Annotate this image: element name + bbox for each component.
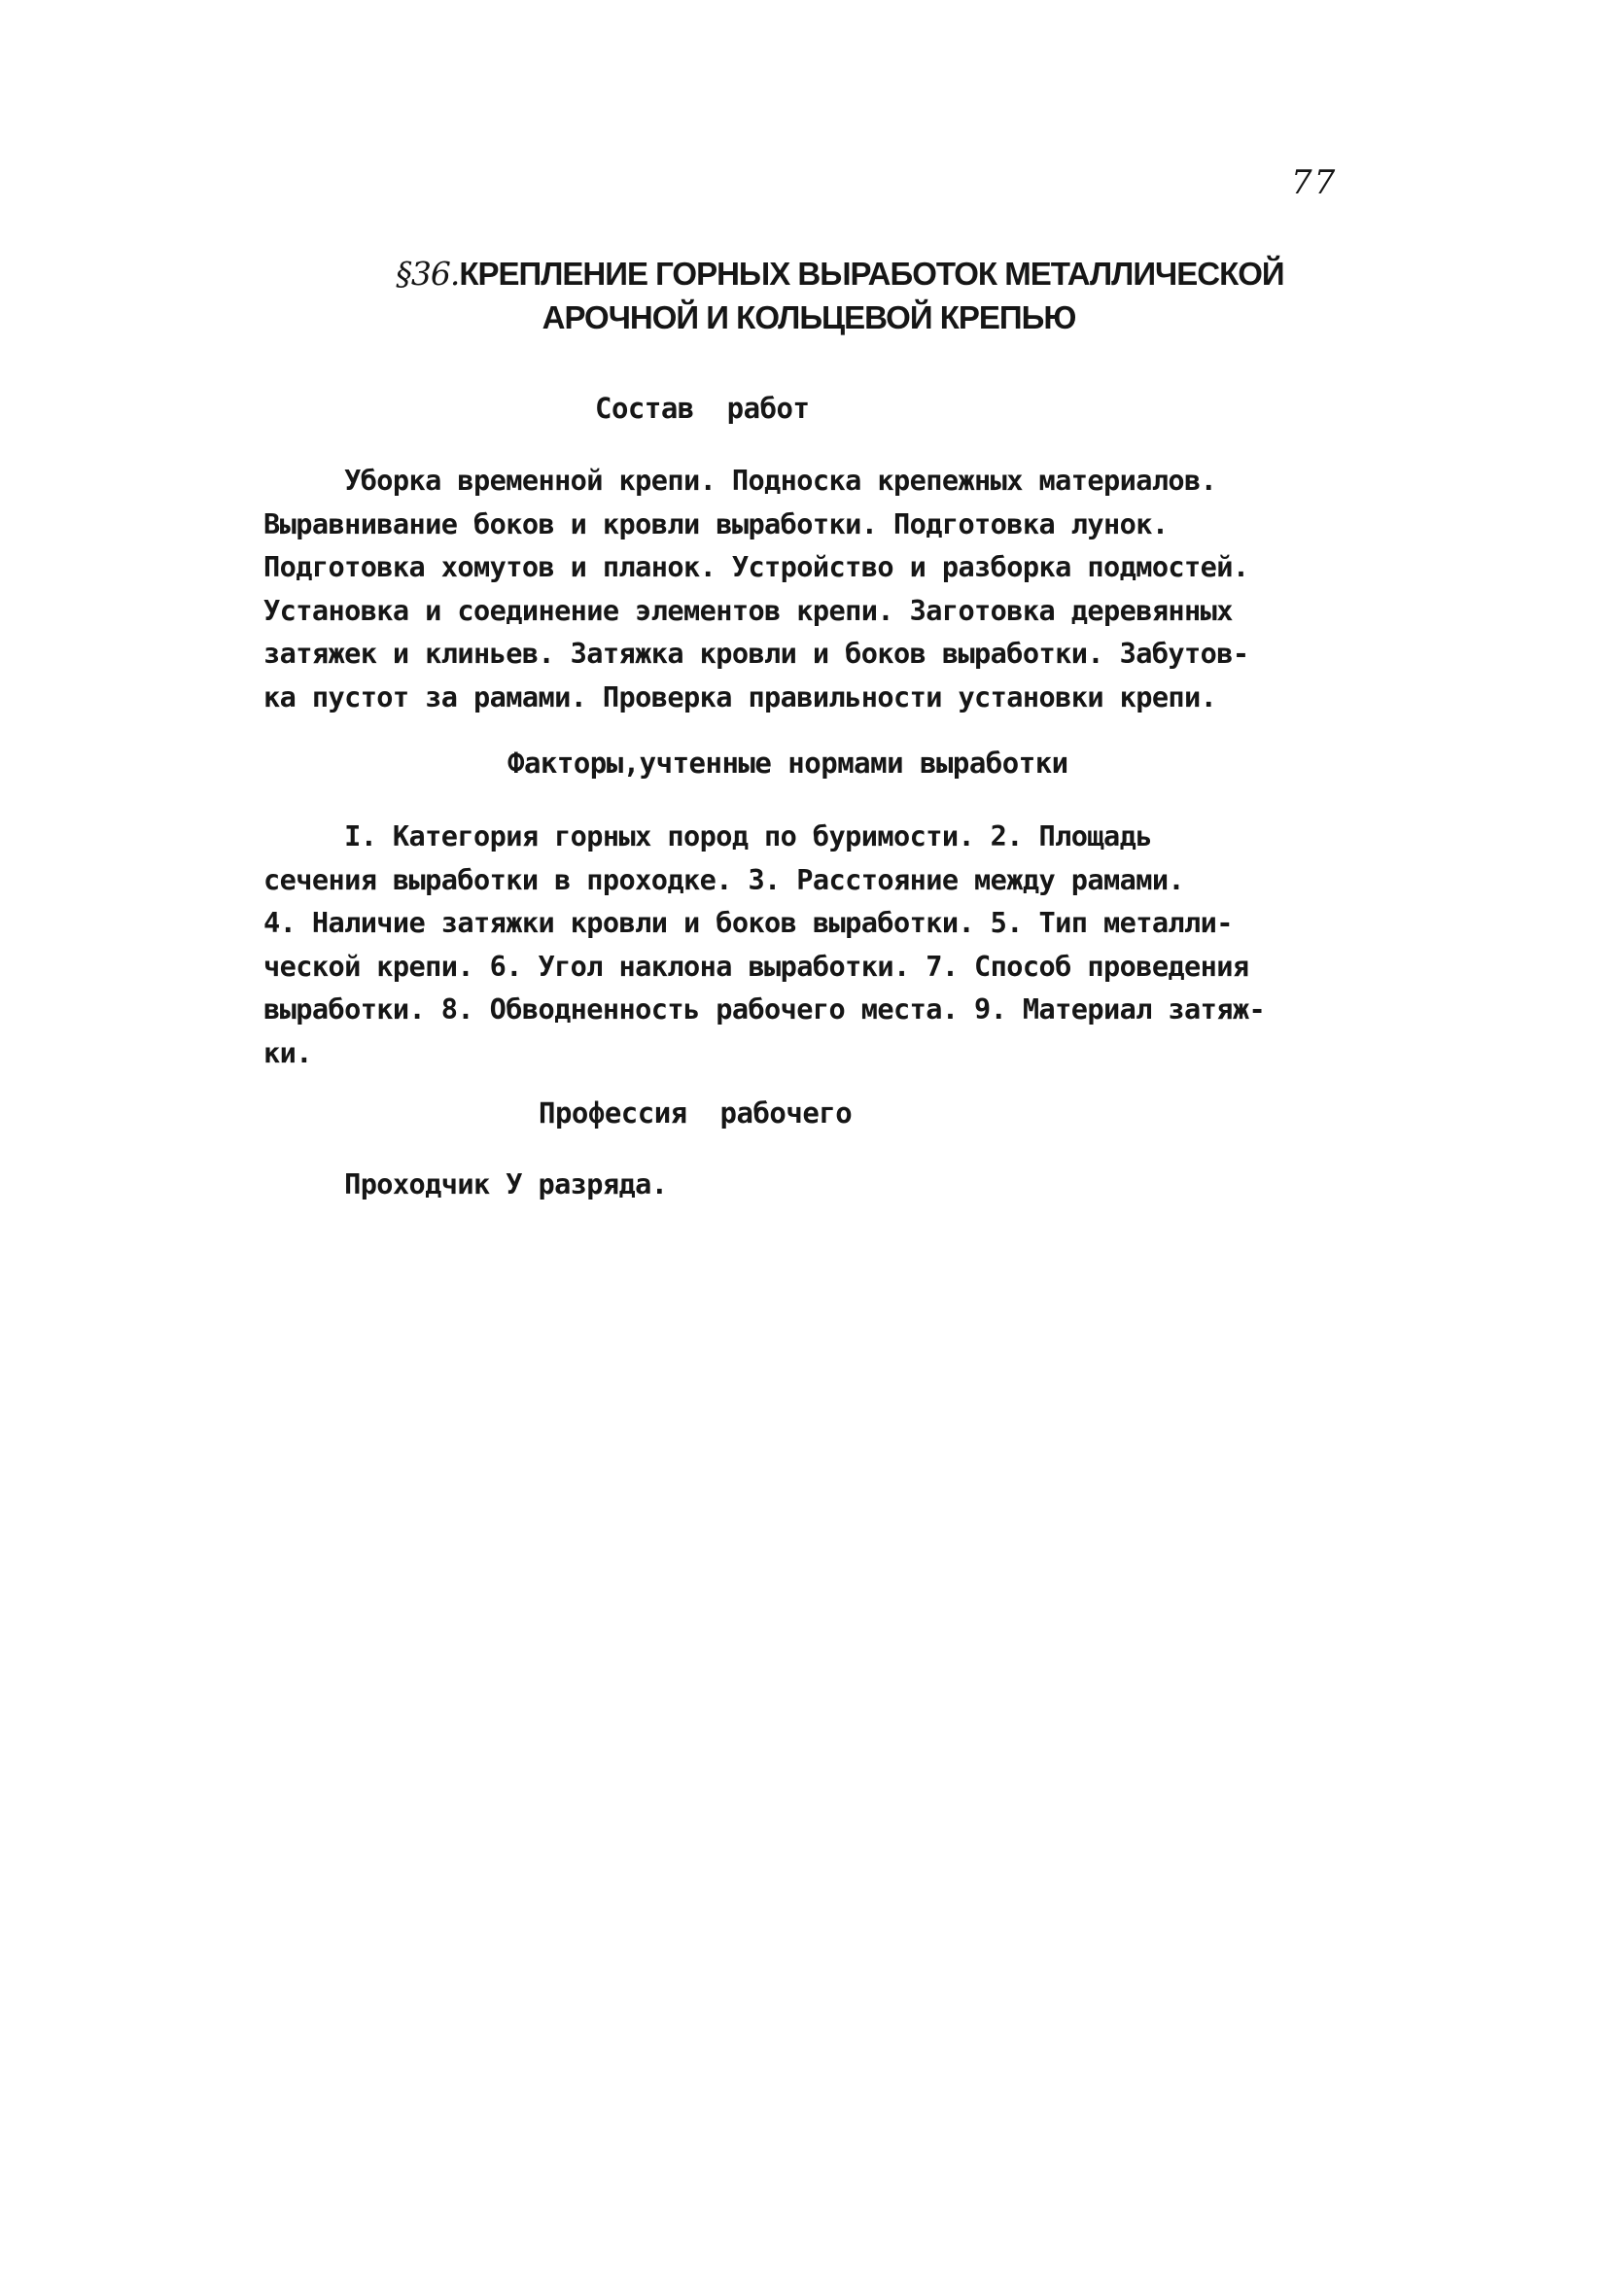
section-sign: §36. [396, 255, 460, 293]
composition-line: ка пустот за рамами. Проверка правильности установки крепи. [263, 679, 1217, 713]
profession-paragraph [263, 1163, 1352, 1206]
factors-line: 4. Наличие затяжки кровли и боков выработки. 5. Тип металли- [263, 906, 1233, 940]
factors-line: ческой крепи. 6. Угол наклона выработки. 7. Способ проведения [263, 949, 1249, 983]
factors-line: I. Категория горных пород по буримости. 2. Площадь [263, 819, 1152, 852]
composition-heading: Состав работ [595, 392, 810, 425]
composition-line: Уборка временной крепи. Подноска крепежных материалов. [263, 464, 1217, 497]
profession-text: Проходчик У разряда. [263, 1167, 668, 1200]
page-number: 77 [1291, 163, 1338, 202]
factors-heading: Факторы,учтенные нормами выработки [507, 747, 1068, 780]
factors-line: ки. [263, 1035, 312, 1069]
profession-heading: Профессия рабочего [539, 1096, 853, 1130]
composition-paragraph [263, 459, 1352, 719]
composition-line: Выравнивание боков и кровли выработки. Подготовка лунок. [263, 506, 1169, 540]
factors-line: сечения выработки в проходке. 3. Расстояние между рамами. [263, 862, 1185, 896]
composition-line: Подготовка хомутов и планок. Устройство и разборка подмостей. [263, 550, 1249, 584]
title-line-1 [0, 255, 1608, 293]
title-line-1-text: КРЕПЛЕНИЕ ГОРНЫХ ВЫРАБОТОК МЕТАЛЛИЧЕСКОЙ [459, 256, 1284, 292]
factors-line: выработки. 8. Обводненность рабочего места. 9. Материал затяж- [263, 992, 1266, 1026]
title-line-2: АРОЧНОЙ И КОЛЬЦЕВОЙ КРЕПЬЮ [542, 299, 1076, 335]
composition-line: затяжек и клиньев. Затяжка кровли и боков выработки. Забутов- [263, 637, 1249, 671]
composition-line: Установка и соединение элементов крепи. Заготовка деревянных [263, 593, 1233, 627]
factors-paragraph [263, 815, 1352, 1075]
